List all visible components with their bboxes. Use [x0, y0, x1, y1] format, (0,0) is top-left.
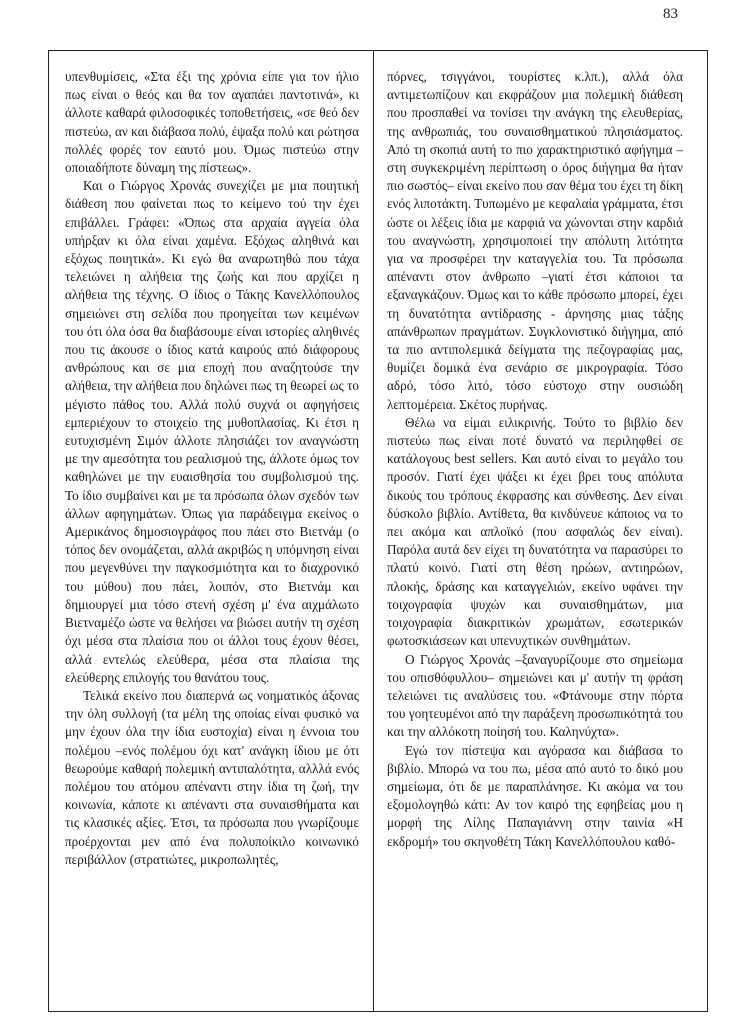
paragraph: Εγώ τον πίστεψα και αγόρασα και διάβασα το βιβλίο. Μπορώ να του πω, μέσα από αυτό το δικό μου σημείωμα, ότι δε με παραπλάνησε. Κι ακόμα να του εξομολογηθώ κάτι: Αν τον καιρό της εφηβείας μου η μορφή της Λίλης Παπαγιάννη στην ταινία «Η εκδρομή» του σκηνοθέτη Τάκη Κανελλόπουλου καθό-	[387, 742, 683, 849]
paragraph: υπενθυμίσεις, «Στα έξι της χρόνια είπε για τον ήλιο πως είναι ο θεός και θα τον αγαπάει παντοτινά», κι άλλοτε καθαρά φιλοσοφικές τοποθετήσεις, «σε θεό δεν πιστεύω, αν και διάβασα πολύ, έψαξα πολύ και ρώτησα πολλές φορές τον εαυτό μου. Όμως πιστεύω στην οποιαδήποτε δύναμη της πίστεως».	[65, 69, 359, 176]
paragraph: Ο Γιώργος Χρονάς –ξαναγυρίζουμε στο σημείωμα του οπισθόφυλλου– σημειώνει και μ' αυτήν τη φράση τελειώνει τις αναλύσεις του. «Φτάνουμε στην πόρτα του γοητευμένοι από την παράξενη προσωπικότητά του και την αλλόκοτη ποίησή του. Καληνύχτα».	[387, 651, 683, 740]
paragraph: Και ο Γιώργος Χρονάς συνεχίζει με μια ποιητική διάθεση που φαίνεται πως το κείμενο τού την έχει επιβάλλει. Γράφει: «Όπως στα αρχαία αγγεία όλα υπήρξαν κι όλα είναι χαμένα. Εξόχως αληθινά και εξόχως ποιητικά». Κι εγώ θα αναρωτηθώ που τάχα τελειώνει η αλήθεια της ζωής και που αρχίζει η αλήθεια της τέχνης. Ο ίδιος ο Τάκης Κανελλόπουλος σημειώνει στη σελίδα που προηγείται των κειμένων του ότι όλα όσα θα διαβάσουμε είναι ιστορίες αληθινές που τις άκουσε ο ίδιος κατά καιρούς από διάφορους ανθρώπους και σε μια εποχή που αναζητούσε την αλήθεια, την αλήθεια που δηλώνει πως τη θεωρεί ως το μέγιστο πάθος του. Αλλά πολύ συχνά οι αφηγήσεις εμπεριέχουν το στοιχείο της μυθοπλασίας. Κι έτσι η ευτυχισμένη Σιμόν άλλοτε πλησιάζει τον αναγνώστη με την αμεσότητα του ρεαλισμού της, άλλοτε όμως τον καθηλώνει με την ευαισθησία του συμβολισμού της. Το ίδιο συμβαίνει και με τα πρόσωπα όλων σχεδόν των άλλων αφηγημάτων. Όπως για παράδειγμα εκείνος ο Αμερικάνος δημοσιογράφος που πάει στο Βιετνάμ (ο τόπος δεν ονομάζεται, αλλά ακριβώς η υπόμνηση είναι που μεγενθύνει την παγκοσμιότητα και το διαχρονικό του μύθου) που πάει, λοιπόν, στο Βιετνάμ και δημιουργεί μια τόσο στενή σχέση μ' ένα αιχμάλωτο Βιετναμέζο ώστε να θελήσει να βιώσει αυτήν τη σχέση όχι μέσα στα πλαίσια που οι άλλοι τους έχουν θέσει, αλλά εντελώς ελεύθερα, μέσα στα πλαίσια της ελεύθερης επιλογής του θανάτου τους.	[65, 178, 359, 685]
left-column	[65, 68, 359, 869]
column-divider	[373, 50, 374, 1012]
right-column	[387, 68, 683, 851]
paragraph: Θέλω να είμαι ειλικρινής. Τούτο το βιβλίο δεν πιστεύω πως είναι ποτέ δυνατό να περιληφθεί σε κατάλογους best sellers. Και αυτό είναι το μεγάλο του προσόν. Γιατί έχει ψάξει κι έχει βρει τους απόλυτα δικούς του τρόπους έκφρασης και σύνθεσης. Δεν είναι δύσκολο βιβλίο. Αντίθετα, θα κινδύνευε κάποιος να το πει ακόμα και απλοϊκό (που ασφαλώς δεν είναι). Παρόλα αυτά δεν είχει τη δυνατότητα να παρασύρει το πλατύ κοινό. Γιατί στη θέση ηρώων, αντιηρώων, πλοκής, δράσης και καταγγελιών, εκείνο υφάνει την τοιχογραφία ψυχών και συναισθημάτων, μια τοιχογραφία διακριτικών χρωμάτων, εσωτερικών φωτοσκιάσεων και υπενυχτικών συνθημάτων.	[387, 414, 683, 649]
paragraph: πόρνες, τσιγγάνοι, τουρίστες κ.λπ.), αλλά όλα αντιμετωπίζουν και εκφράζουν μια πολεμική διάθεση που προσπαθεί να τονίσει την ανάγκη της ελευθερίας, της ανθρωπιάς, του συναισθηματικού πλησιάσματος. Από τη σκοπιά αυτή το πιο χαρακτηριστικό αφήγημα –στη συγκεκριμένη περίπτωση ο όρος διήγημα θα ήταν πιο σωστός– είναι εκείνο που σαν θέμα του έχει τη δίκη ενός λιποτάκτη. Τυπωμένο με κεφαλαία γράμματα, έτσι ώστε οι λέξεις ίδια με καρφιά να χώνονται στην καρδιά του αναγνώστη, χρησιμοποιεί την απόλυτη λιτότητα για να προσφέρει την καταγγελία του. Τα πρόσωπα απέναντι στον άνθρωπο –γιατί έτσι κάποιοι τα εξαναγκάζουν. Όμως και το κάθε πρόσωπο μπορεί, έχει τη δυνατότητα αντίδρασης - άρνησης μιας τάξης απάνθρωπων πραγμάτων. Συγκλονιστικό διήγημα, από τα πιο αντιπολεμικά δείγματα της πεζογραφίας μας, θυμίζει δομικά ένα σενάριο σε μικρογραφία. Τόσο αδρό, τόσο λιτό, τόσο εύστοχο στην ουσιώδη λεπτομέρεια. Σκέτος πυρήνας.	[387, 69, 683, 412]
paragraph: Τελικά εκείνο που διαπερνά ως νοηματικός άξονας την όλη συλλογή (τα μέλη της οποίας είναι φυσικό να μην έχουν όλα την ίδια ευστοχία) είναι η έννοια του πολέμου –ενός πολέμου όχι κατ' ανάγκη ίδιου με ότι θεωρούμε καθαρή πολεμική αντιπαλότητα, αλλλά ενός πολέμου του ατόμου απέναντι στην ίδια τη ζωή, την κοινωνία, κάποτε κι απέναντι στα συναισθήματα και τις κλασικές αξίες. Έτσι, τα πρόσωπα που γνωρίζουμε προέρχονται μεν από ένα πολυποίκιλο κοινωνικό περιβάλλον (στρατιώτες, μικροπωλητές,	[65, 687, 359, 867]
page-number: 83	[663, 6, 678, 22]
